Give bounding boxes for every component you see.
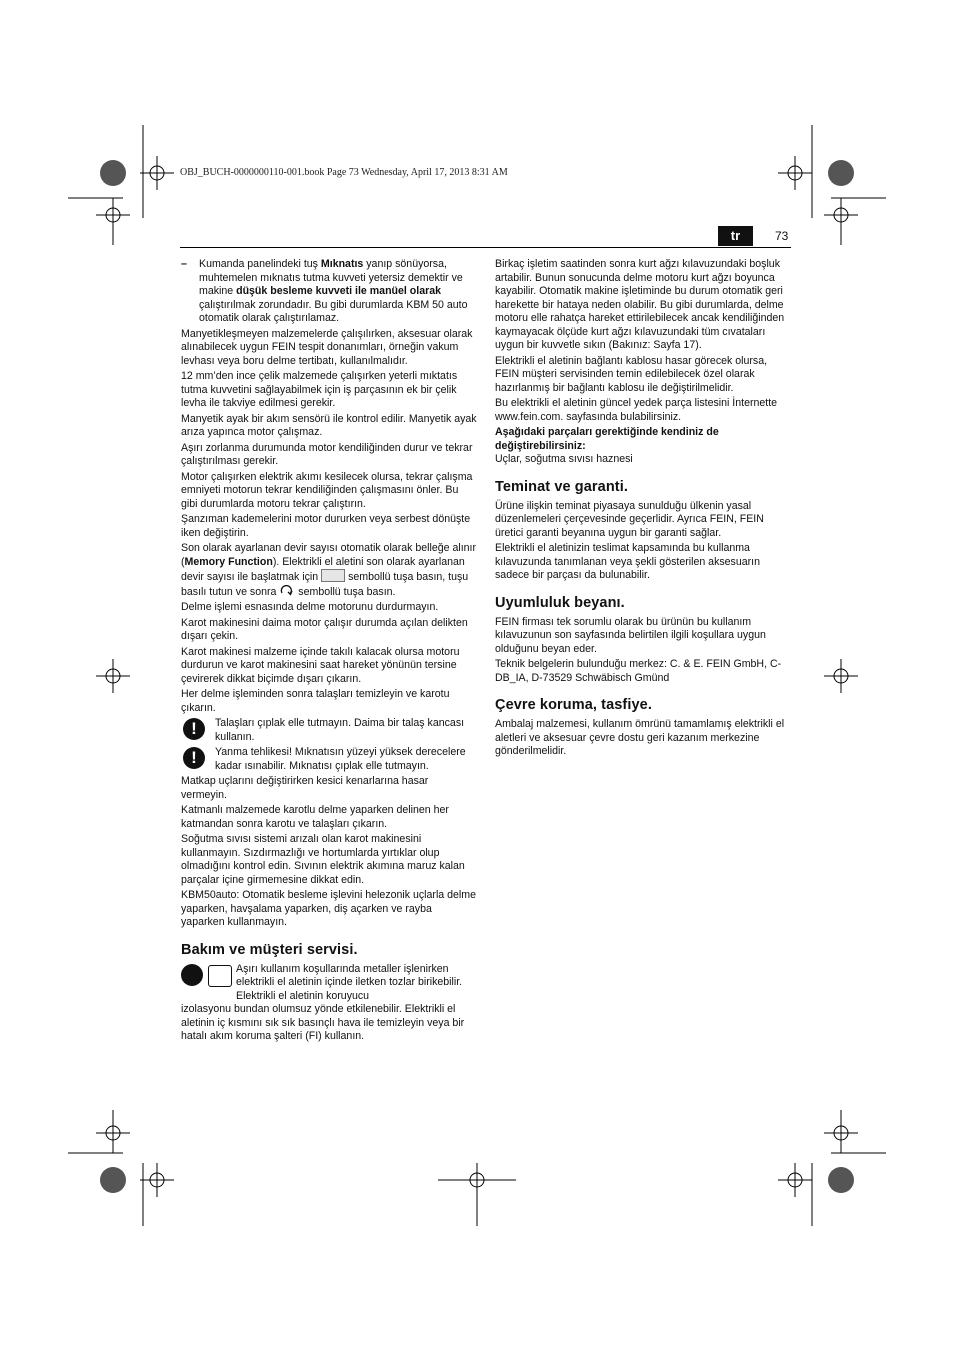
paragraph-text: ). Elektrikli el aletini son olarak ayarlanan devir sayısı ile başlatmak için [181,555,465,583]
paragraph: Soğutma sıvısı sistemi arızalı olan karot makinesini kullanmayın. Sızdırmazlığı ve hortumlarda yırtıklar olup olmadığını kontrol edin. Sıvının elektrik akımına maruz kalan parçalar içine girmemesine dikkat edin. [181,833,465,886]
warning-exclamation-icon: ! [183,747,205,769]
paragraph: Ürüne ilişkin teminat piyasaya sunulduğu ülkenin yasal düzenlemeleri çerçevesinde geçerlidir. Ayrıca FEIN, FEIN üretici garanti beyanına uygun bir garanti sağlar. [495,499,764,539]
paragraph: KBM50auto: Otomatik besleme işlevini helezonik uçlarla delme yaparken, havşalama yaparken, diş açarken ve rayba yaparken kullanmayın. [181,889,477,928]
paragraph: Motor çalışırken elektrik akımı kesilecek olursa, tekrar çalışma emniyeti motorun tekrar kendiliğinden çalışmasını önler. Bu gibi durumlarda motoru tekrar çalıştırın. [181,470,473,510]
warning-text: Talaşları çıplak elle tutmayın. Daima bir talaş kancası kullanın. [215,717,465,743]
paragraph: Aşırı zorlanma durumunda motor kendiliğinden durur ve tekrar çalıştırılması gerekir. [181,441,473,467]
paragraph: Birkaç işletim saatinden sonra kurt ağzı kılavuzundaki boşluk artabilir. Bunun sonucunda delme motoru kurt ağzı boyunca kayabilir. Otomatik makine işletiminde bu durum otomatik geri harekette bir hataya neden olabilir. Bu gibi durumlarda, delme motoru elle rahatça hareket ettirilebilecek ancak kendiliğinden kaymayacak ölçüde kurt ağzı kılavuzundaki tüm cıvataları uygun bir kuvvetle sıkın (Bakınız: Sayfa 17). [495,258,785,351]
paragraph: Her delme işleminden sonra talaşları temizleyin ve karotu çıkarın. [181,688,450,714]
paragraph: Ambalaj malzemesi, kullanım ömrünü tamamlamış elektrikli el aletleri ve aksesuar çevre dostu geri kazanım merkezine gönderilmelidir. [495,718,785,757]
paragraph-text: Son olarak ayarlanan devir sayısı otomatik olarak belleğe alınır ( [181,542,477,568]
paragraph: Karot makinesini daima motor çalışır durumda açılan delikten dışarı çekin. [181,616,468,642]
eye-protection-icon [181,964,203,986]
warning-chips [181,717,477,744]
section-heading-conformity: Uyumluluk beyanı. [495,594,625,611]
paragraph: Katmanlı malzemede karotlu delme yaparken delinen her katmandan sonra karotu ve talaşları çıkarın. [181,804,449,830]
maintenance-text: Aşırı kullanım koşullarında metaller işlenirken elektrikli el aletinin içinde iletken tozlar birikebilir. Elektrikli el aletinin koruyucu [236,962,463,1002]
paragraph: Uçlar, soğutma sıvısı haznesi [495,453,633,465]
memory-function-label: Memory Function [184,555,273,568]
paragraph: Elektrikli el aletinin bağlantı kablosu hasar görecek olursa, FEIN müşteri servisinden temin edilebilecek özel olarak hazırlanmış bir bağlantı kablosu ile değiştirilmelidir. [495,354,768,394]
bullet-bold: Mıknatıs [320,258,364,270]
paragraph: Bu elektrikli el aletinin güncel yedek parça listesini İnternette www.fein.com. sayfasında bulabilirsiniz. [495,397,778,423]
right-column [495,258,793,761]
language-badge: tr [718,226,753,246]
paragraph-text: sembollü tuşa basın. [295,585,396,598]
paragraph: Delme işlemi esnasında delme motorunu durdurmayın. [181,601,439,613]
paragraph-text: sembollü tuşa basın, tuşu basılı tutun ve sonra [181,571,469,598]
warning-text: Yanma tehlikesi! Mıknatısın yüzeyi yüksek derecelere kadar ısınabilir. Mıknatısı çıplak elle tutmayın. [215,746,466,772]
speed-key-icon [321,569,345,582]
page-number: 73 [775,229,789,243]
paragraph: Matkap uçlarını değiştirirken kesici kenarlarına hasar vermeyin. [181,775,429,801]
bullet-dash: – [181,258,187,270]
maintenance-text-cont: izolasyonu bundan olumsuz yönde etkilenebilir. Elektrikli el aletinin iç kısmını sık sık basınçlı hava ile temizleyin veya bir hatalı akım koruma şalteri (FI) kullanın. [181,1003,465,1042]
header-rule [180,247,791,248]
memory-function-paragraph [181,542,477,599]
paragraph: Manyetikleşmeyen malzemelerde çalışılırken, aksesuar olarak alınabilecek uygun FEIN tespit donanımları, örneğin vakum levhası veya boru delme tertibatı, kullanılmalıdır. [181,327,473,367]
warning-exclamation-icon: ! [183,718,205,740]
section-heading-maintenance: Bakım ve müşteri servisi. [181,941,358,958]
paragraph: FEIN firması tek sorumlu olarak bu ürünün bu kullanım kılavuzunun son sayfasında belirtilen ilgili koşullara uygun olduğunu beyan eder. [495,615,766,655]
bullet-text: Kumanda panelindeki tuş [199,258,321,270]
left-column [181,258,477,1044]
warning-burn [181,746,477,773]
bullet-text: çalıştırılmak zorundadır. Bu gibi durumlarda KBM 50 auto otomatik olarak çalıştırılamaz. [199,298,468,324]
manual-read-icon [208,965,232,987]
section-heading-environment: Çevre koruma, tasfiye. [495,697,652,713]
file-info-header: OBJ_BUCH-0000000110-001.book Page 73 Wednesday, April 17, 2013 8:31 AM [180,167,508,178]
maintenance-block [181,963,477,1044]
rotation-key-icon [279,585,295,597]
paragraph: Karot makinesi malzeme içinde takılı kalacak olursa motoru durdurun ve karot makinesini saat hareket yönünün tersine çevirerek dikkat biçimde dışarı çıkarın. [181,645,460,685]
paragraph: 12 mm’den ince çelik malzemede çalışırken yeterli mıktatıs tutma kuvvetini sağlayabilmek için iş parçasının ek bir çelik levha ile takviye edilmesi gerekir. [181,370,458,409]
section-heading-warranty: Teminat ve garanti. [495,478,628,495]
bullet-bold: düşük besleme kuvveti ile manüel olarak [236,285,441,297]
paragraph: Elektrikli el aletinizin teslimat kapsamında bu kullanma kılavuzunda tanımlanan veya şekli gösterilen aksesuarın sadece bir parçası da bulunabilir. [495,542,760,581]
paragraph: Şanzıman kademelerini motor dururken veya serbest dönüşte iken değiştirin. [181,513,471,539]
paragraph-bold: Aşağıdaki parçaları gerektiğinde kendiniz de değiştirebilirsiniz: [495,426,719,452]
paragraph: Teknik belgelerin bulunduğu merkez: C. & E. FEIN GmbH, C-DB_IA, D-73529 Schwäbisch Gmünd [495,658,782,684]
paragraph: Manyetik ayak bir akım sensörü ile kontrol edilir. Manyetik ayak arıza yapınca motor çalışmaz. [181,412,477,438]
magnet-bullet [181,258,477,326]
bullet-text: yanıp sönüyorsa, muhtemelen mıknatıs tutma kuvveti yetersiz demektir ve makine [199,258,463,297]
